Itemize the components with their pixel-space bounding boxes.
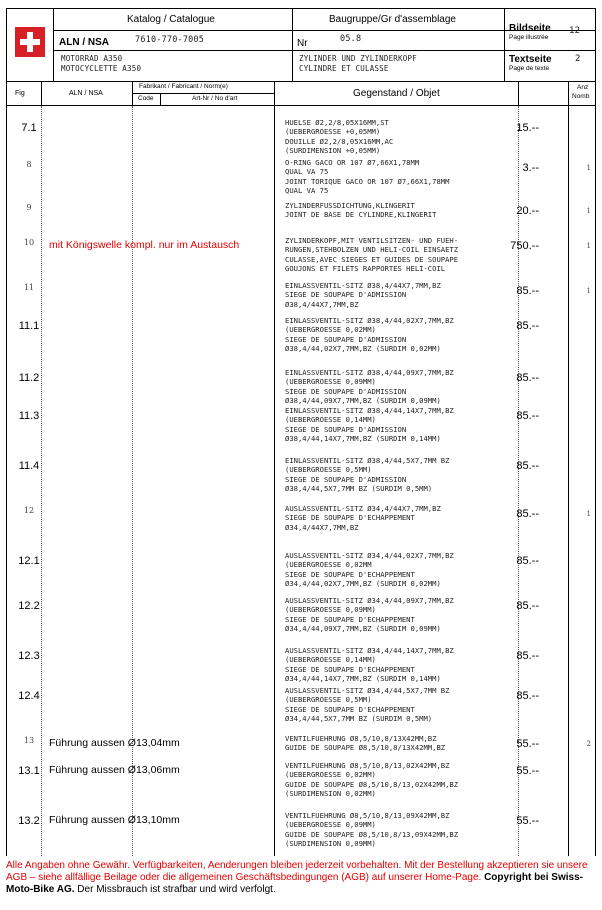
fig-number: 7.1 — [21, 122, 37, 134]
part-description: VENTILFUEHRUNG Ø8,5/10,8/13X42MM,BZ GUIDE DE SOUPAPE Ø8,5/10,8/13X42MM,BZ — [285, 734, 446, 753]
col-nomb: Nomb — [572, 93, 590, 100]
fig-number: 11.2 — [18, 372, 40, 384]
part-price: 3.-- — [522, 162, 539, 174]
part-description: AUSLASSVENTIL-SITZ Ø34,4/44,02X7,7MM,BZ (UEBERGROESSE 0,02MM SIEGE DE SOUPAPE D'ECHAPPEMENT Ø34,4/44,02X7,7MM,BZ (SURDIM 0,02MM) — [285, 551, 454, 589]
column-header — [6, 82, 596, 106]
part-price: 85.-- — [516, 372, 539, 384]
part-description: AUSLASSVENTIL-SITZ Ø34,4/44,14X7,7MM,BZ (UEBERGROESSE 0,14MM) SIEGE DE SOUPAPE D'ECHAPPEMENT Ø34,4/44,14X7,7MM,BZ (SURDIM 0,14MM) — [285, 646, 454, 684]
part-quantity: 1 — [586, 242, 591, 250]
col-code: Code — [138, 95, 154, 102]
textseite-value: 2 — [575, 54, 581, 64]
part-price: 55.-- — [516, 815, 539, 827]
col-fabrikant: Fabrikant / Fabricant / Norm(e) — [139, 83, 228, 90]
fig-number: 13 — [23, 736, 35, 745]
part-quantity: 1 — [586, 207, 591, 215]
part-quantity: 1 — [586, 164, 591, 172]
aln-value: 7610-770-7005 — [135, 35, 205, 45]
fig-number: 11.1 — [18, 320, 40, 332]
swiss-cross-logo — [15, 27, 45, 57]
part-price: 85.-- — [516, 555, 539, 567]
col-anz: Anz — [577, 84, 589, 91]
row-note: Führung aussen Ø13,06mm — [49, 764, 180, 776]
part-description: AUSLASSVENTIL-SITZ Ø34,4/44,5X7,7MM BZ (UEBERGROESSE 0,5MM) SIEGE DE SOUPAPE D'ECHAPPEMENT Ø34,4/44,5X7,7MM BZ (SURDIM 0,5MM) — [285, 686, 450, 724]
col-artnr: Art-Nr / No d'art — [192, 95, 238, 102]
part-description: VENTILFUEHRUNG Ø8,5/10,8/13,09X42MM,BZ (UEBERGROESSE 0,09MM) GUIDE DE SOUPAPE Ø8,5/10,8/13,09X42MM,BZ (SURDIMENSION 0,09MM) — [285, 811, 459, 849]
fig-number: 12.2 — [18, 600, 40, 612]
part-description: EINLASSVENTIL-SITZ Ø38,4/44,14X7,7MM,BZ (UEBERGROESSE 0,14MM) SIEGE DE SOUPAPE D'ADMISSION Ø38,4/44,14X7,7MM,BZ (SURDIM 0,14MM) — [285, 406, 454, 444]
part-price: 85.-- — [516, 460, 539, 472]
bildseite-value: 12 — [569, 26, 581, 36]
part-price: 15.-- — [516, 122, 539, 134]
part-price: 85.-- — [516, 285, 539, 297]
part-description: VENTILFUEHRUNG Ø8,5/10,8/13,02X42MM,BZ (UEBERGROESSE 0,02MM) GUIDE DE SOUPAPE Ø8,5/10,8/13,02X42MM,BZ (SURDIMENSION 0,02MM) — [285, 761, 459, 799]
catalog-header — [6, 8, 596, 82]
fig-number: 12.3 — [18, 650, 40, 662]
col-aln: ALN / NSA — [69, 90, 103, 97]
part-price: 20.-- — [516, 205, 539, 217]
part-price: 750.-- — [510, 240, 539, 252]
part-price: 55.-- — [516, 738, 539, 750]
textseite-label: Textseite — [509, 54, 552, 65]
fig-number: 11 — [23, 283, 35, 292]
part-price: 85.-- — [516, 410, 539, 422]
model-de: MOTORRAD A350 — [61, 54, 123, 63]
catalog-label: Katalog / Catalogue — [127, 14, 215, 25]
part-description: EINLASSVENTIL-SITZ Ø38,4/44,5X7,7MM BZ (UEBERGROESSE 0,5MM) SIEGE DE SOUPAPE D'ADMISSION Ø38,4/44,5X7,7MM BZ (SURDIM 0,5MM) — [285, 456, 450, 494]
fig-number: 8 — [26, 160, 32, 169]
part-price: 85.-- — [516, 690, 539, 702]
misuse-text: Der Missbrauch ist strafbar und wird verfolgt. — [77, 884, 276, 895]
parts-table — [6, 106, 596, 856]
part-price: 85.-- — [516, 650, 539, 662]
part-price: 85.-- — [516, 320, 539, 332]
part-quantity: 1 — [586, 510, 591, 518]
group-label: Baugruppe/Gr d'assemblage — [329, 14, 456, 25]
fig-number: 12.4 — [18, 690, 40, 702]
row-note: Führung aussen Ø13,04mm — [49, 737, 180, 749]
part-description: EINLASSVENTIL-SITZ Ø38,4/44,09X7,7MM,BZ (UEBERGROESSE 0,09MM) SIEGE DE SOUPAPE D'ADMISSION Ø38,4/44,09X7,7MM,BZ (SURDIM 0,09MM) — [285, 368, 454, 406]
aln-label: ALN / NSA — [59, 37, 109, 48]
part-description: EINLASSVENTIL-SITZ Ø38,4/44,02X7,7MM,BZ (UEBERGROESSE 0,02MM) SIEGE DE SOUPAPE D'ADMISSION Ø38,4/44,02X7,7MM,BZ (SURDIM 0,02MM) — [285, 316, 454, 354]
model-fr: MOTOCYCLETTE A350 — [61, 64, 142, 73]
nr-label: Nr — [297, 38, 308, 49]
part-quantity: 2 — [586, 740, 591, 748]
part-description: O-RING GACO OR 107 Ø7,66X1,78MM QUAL VA 75 JOINT TORIQUE GACO OR 107 Ø7,66X1,78MM QUAL VA 75 — [285, 158, 450, 196]
part-description: EINLASSVENTIL-SITZ Ø38,4/44X7,7MM,BZ SIEGE DE SOUPAPE D'ADMISSION Ø38,4/44X7,7MM,BZ — [285, 281, 441, 309]
part-description: AUSLASSVENTIL-SITZ Ø34,4/44X7,7MM,BZ SIEGE DE SOUPAPE D'ECHAPPEMENT Ø34,4/44X7,7MM,BZ — [285, 504, 441, 532]
part-description: HUELSE Ø2,2/8,05X16MM,ST (UEBERGROESSE +0,05MM) DOUILLE Ø2,2/8,05X16MM,AC (SURDIMENSION +0,05MM) — [285, 118, 394, 156]
textseite-sub: Page de texte — [509, 65, 550, 72]
fig-number: 9 — [26, 203, 32, 212]
part-description: ZYLINDERFUSSDICHTUNG,KLINGERIT JOINT DE BASE DE CYLINDRE,KLINGERIT — [285, 201, 437, 220]
row-note: Führung aussen Ø13,10mm — [49, 814, 180, 826]
part-quantity: 1 — [586, 287, 591, 295]
fig-number: 12 — [23, 506, 35, 515]
disclaimer-footer — [6, 860, 596, 896]
fig-number: 10 — [23, 238, 35, 247]
col-fig: Fig — [15, 90, 25, 97]
fig-number: 13.2 — [18, 815, 40, 827]
part-price: 55.-- — [516, 765, 539, 777]
part-price: 85.-- — [516, 508, 539, 520]
part-description: ZYLINDERKOPF,MIT VENTILSITZEN- UND FUEH- RUNGEN,STEHBOLZEN UND HELI-COIL EINSAETZ CULASSE,AVEC SIEGES ET GUIDES DE SOUPAPE GOUJONS ET FILETS RAPPORTES HELI-COIL — [285, 236, 459, 274]
part-description: AUSLASSVENTIL-SITZ Ø34,4/44,09X7,7MM,BZ (UEBERGROESSE 0,09MM) SIEGE DE SOUPAPE D'ECHAPPEMENT Ø34,4/44,09X7,7MM,BZ (SURDIM 0,09MM) — [285, 596, 454, 634]
copyright-text: Copyright bei Swiss-Moto-Bike AG. — [6, 872, 583, 895]
fig-number: 13.1 — [18, 765, 40, 777]
group-fr: CYLINDRE ET CULASSE — [299, 64, 389, 73]
disclaimer-text: Alle Angaben ohne Gewähr. Verfügbarkeiten, Aenderungen bleiben jederzeit vorbehalten. Mit der Bestellung akzeptieren sie unsere AGB – siehe allfällige Beilage oder die allgemeinen Geschäftsbedingungen (AGB) auf unserer Home-Page. — [6, 860, 588, 883]
fig-number: 11.4 — [18, 460, 40, 472]
part-price: 85.-- — [516, 600, 539, 612]
nr-value: 05.8 — [340, 34, 362, 44]
col-gegenstand: Gegenstand / Objet — [353, 88, 440, 99]
fig-number: 12.1 — [18, 555, 40, 567]
bildseite-sub: Page illustrée — [509, 34, 549, 41]
row-note: mit Königswelle kompl. nur im Austausch — [49, 239, 240, 251]
group-de: ZYLINDER UND ZYLINDERKOPF — [299, 54, 417, 63]
bildseite-label: Bildseite — [509, 23, 551, 34]
fig-number: 11.3 — [18, 410, 40, 422]
